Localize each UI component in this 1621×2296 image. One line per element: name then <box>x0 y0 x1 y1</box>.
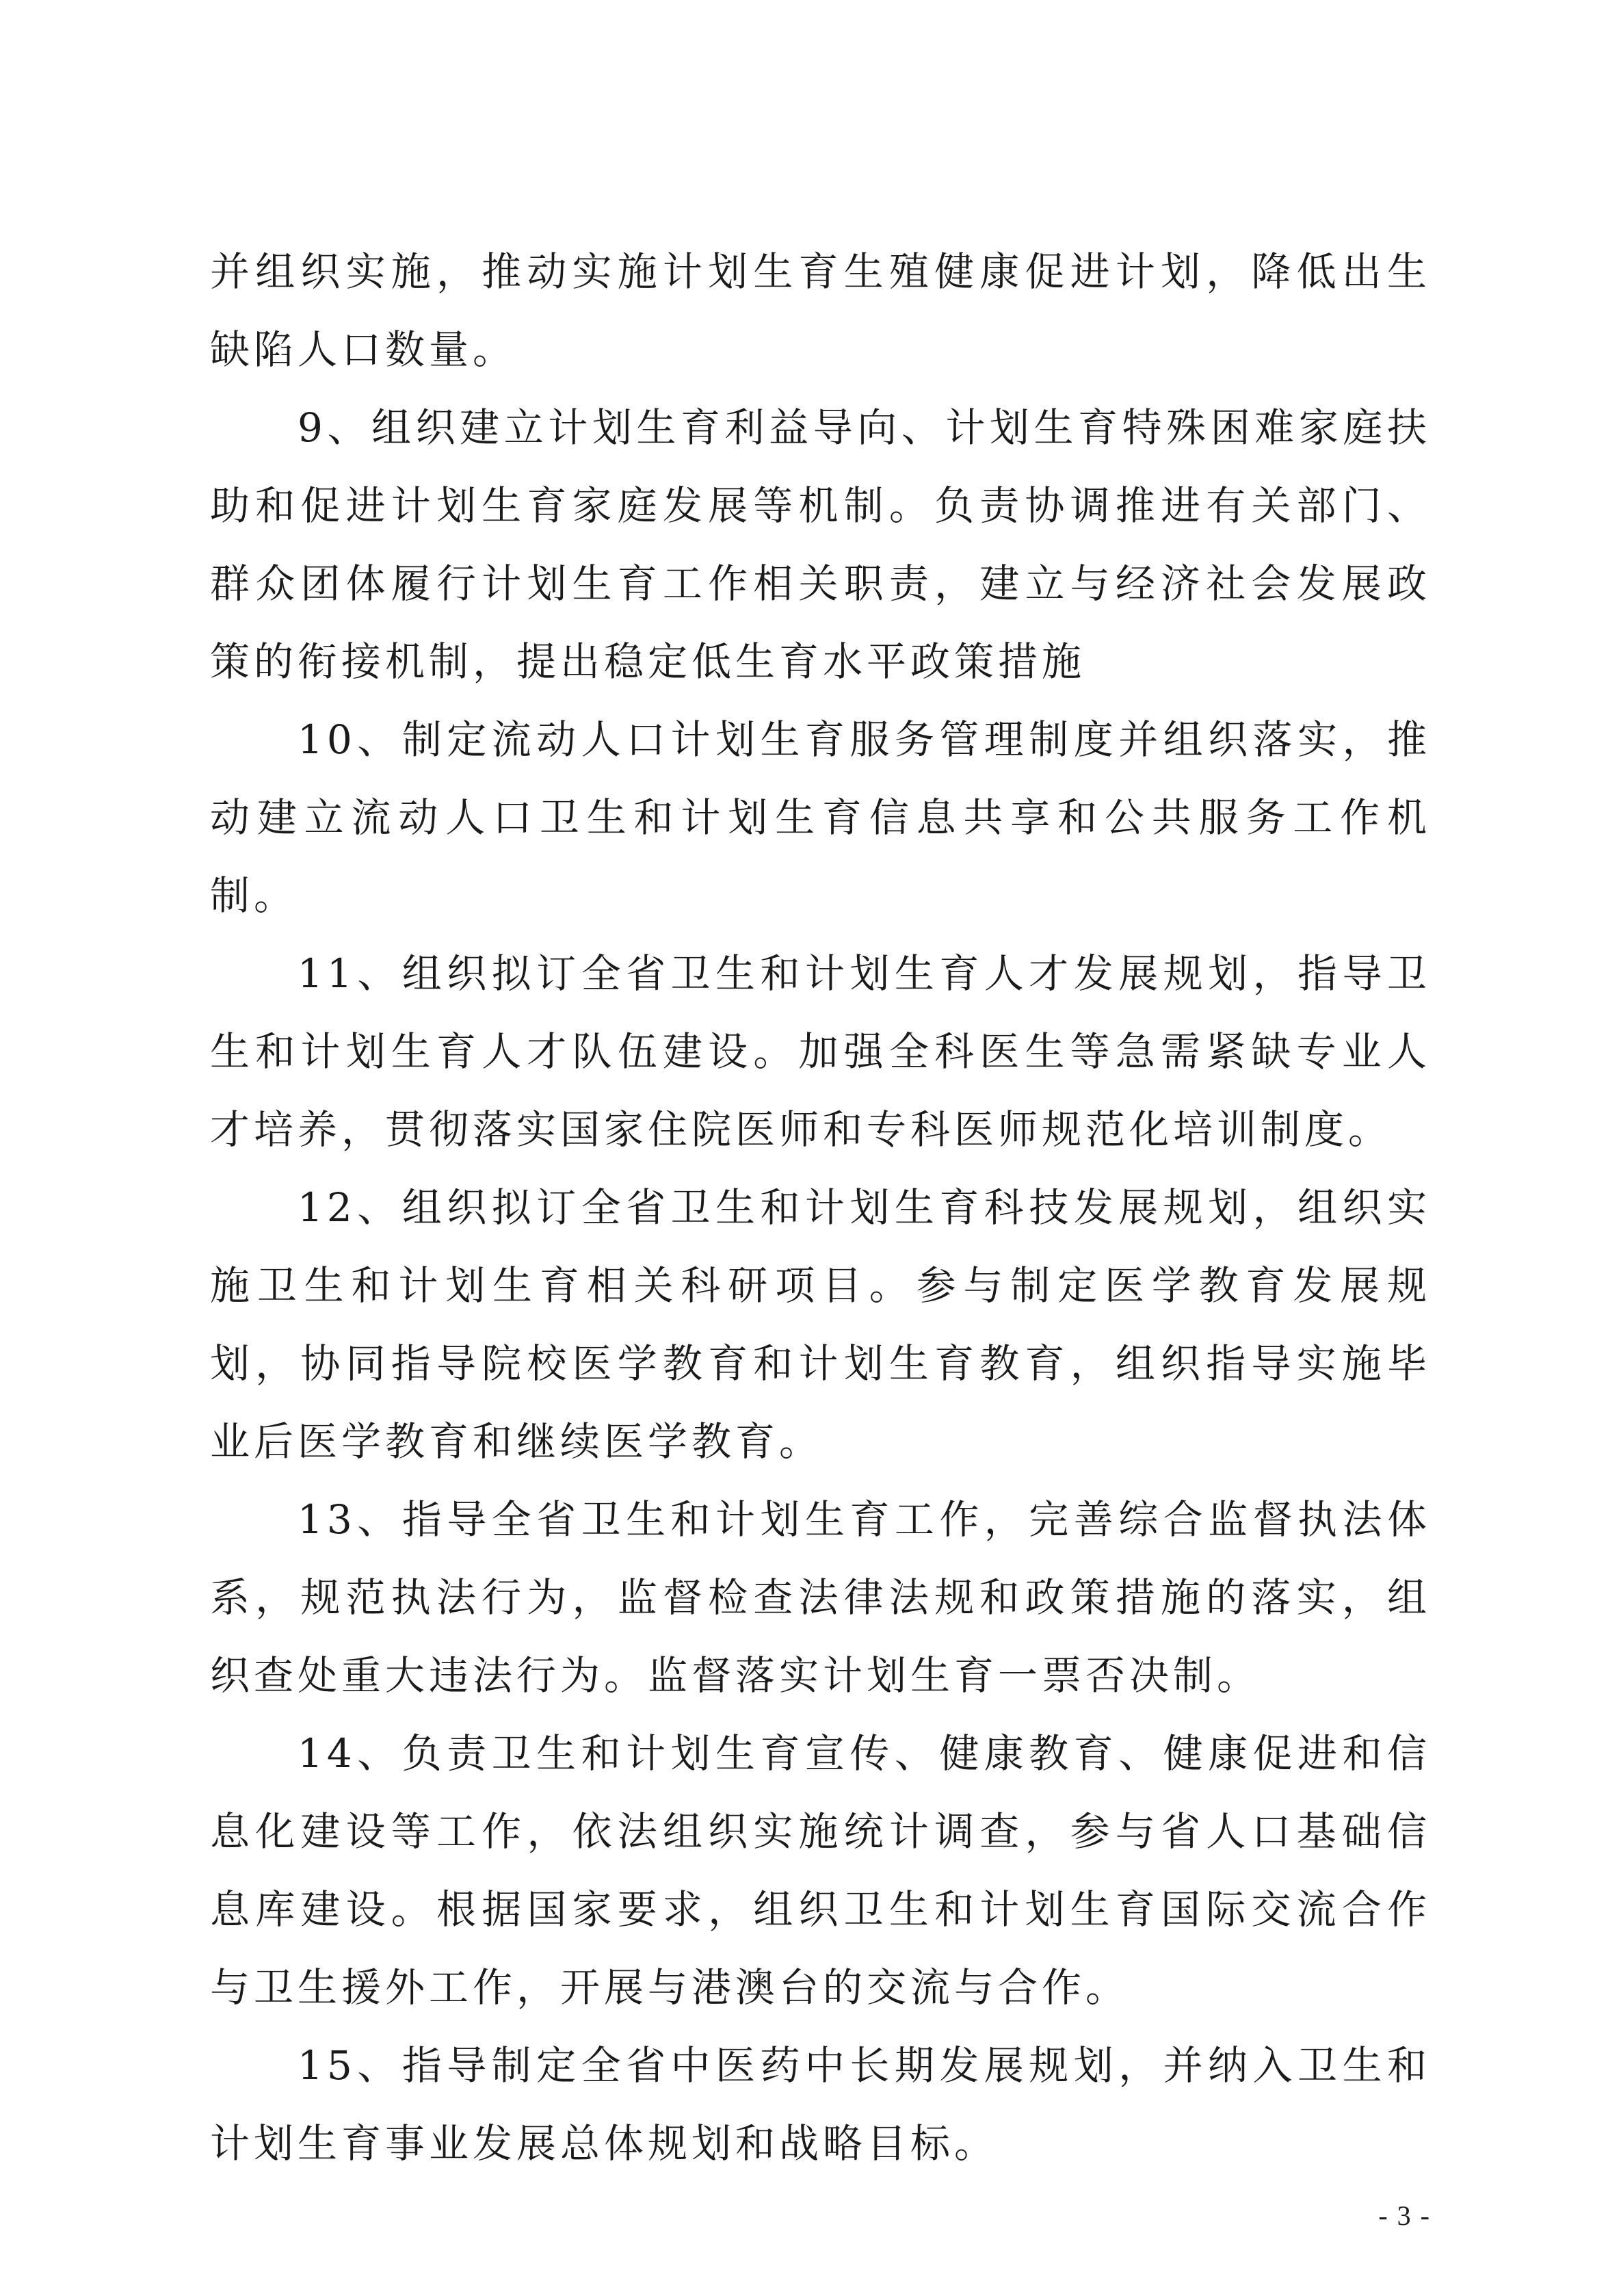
page-number: - 3 - <box>1378 2200 1431 2231</box>
paragraph-continuation: 并组织实施，推动实施计划生育生殖健康促进计划，降低出生缺陷人口数量。 <box>210 248 1431 373</box>
paragraph-item-12: 12、组织拟订全省卫生和计划生育科技发展规划，组织实施卫生和计划生育相关科研项目。参与制定医学教育发展规划，协同指导院校医学教育和计划生育教育，组织指导实施毕业后医学教育和继续医学教育。 <box>210 1184 1431 1465</box>
paragraph-item-14: 14、负责卫生和计划生育宣传、健康教育、健康促进和信息化建设等工作，依法组织实施统计调查，参与省人口基础信息库建设。根据国家要求，组织卫生和计划生育国际交流合作与卫生援外工作，开展与港澳台的交流与合作。 <box>210 1730 1431 2011</box>
paragraph-item-15: 15、指导制定全省中医药中长期发展规划，并纳入卫生和计划生育事业发展总体规划和战略目标。 <box>210 2042 1431 2167</box>
body-text <box>210 233 1431 2182</box>
paragraph-item-9: 9、组织建立计划生育利益导向、计划生育特殊困难家庭扶助和促进计划生育家庭发展等机制。负责协调推进有关部门、群众团体履行计划生育工作相关职责，建立与经济社会发展政策的衔接机制，提出稳定低生育水平政策措施 <box>210 404 1431 685</box>
paragraph-item-11: 11、组织拟订全省卫生和计划生育人才发展规划，指导卫生和计划生育人才队伍建设。加强全科医生等急需紧缺专业人才培养，贯彻落实国家住院医师和专科医师规范化培训制度。 <box>210 950 1431 1153</box>
paragraph-item-10: 10、制定流动人口计划生育服务管理制度并组织落实，推动建立流动人口卫生和计划生育信息共享和公共服务工作机制。 <box>210 716 1431 919</box>
paragraph-item-13: 13、指导全省卫生和计划生育工作，完善综合监督执法体系，规范执法行为，监督检查法律法规和政策措施的落实，组织查处重大违法行为。监督落实计划生育一票否决制。 <box>210 1496 1431 1699</box>
